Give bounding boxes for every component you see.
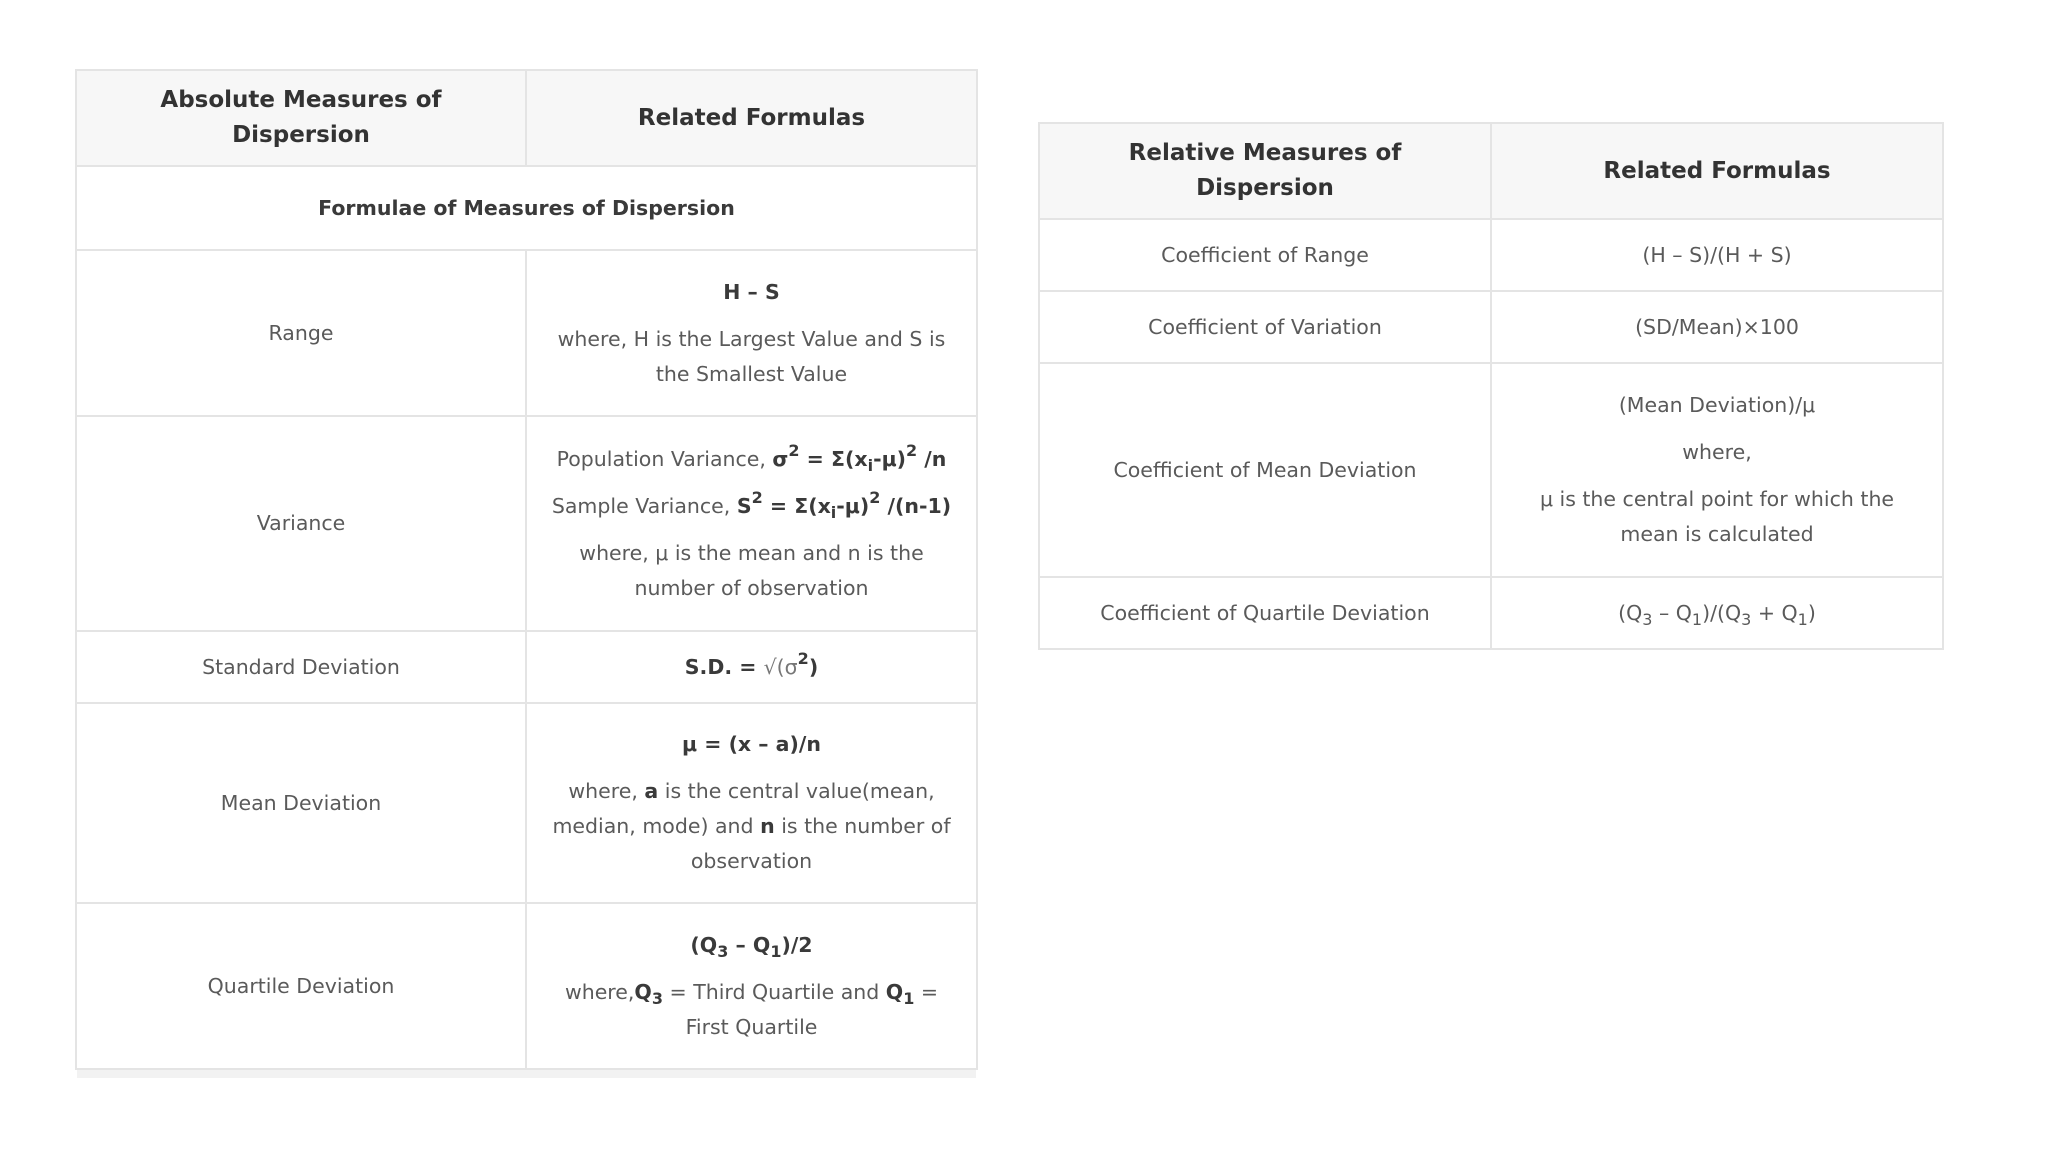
formula-text: σ (772, 446, 789, 471)
table-row (76, 250, 977, 416)
formula-text: (Q (690, 932, 718, 957)
table-caption: Formulae of Measures of Dispersion (76, 166, 977, 250)
header-row (1039, 123, 1943, 219)
column-header: Absolute Measures of Dispersion (76, 70, 526, 166)
sqrt-symbol: √(σ (763, 654, 798, 679)
formula-text: )/2 (781, 932, 813, 957)
formula-text: -μ) (873, 446, 907, 471)
relative-measures-table (1038, 122, 1944, 650)
formula-cell (526, 631, 977, 703)
superscript: 2 (906, 440, 918, 460)
note-symbol (885, 979, 915, 1008)
formula-note (545, 774, 958, 879)
subscript: i (830, 502, 837, 522)
formula-cell (1491, 577, 1943, 649)
table-row (76, 416, 977, 631)
column-header: Related Formulas (526, 70, 977, 166)
subscript: 1 (903, 988, 915, 1008)
formula-text: = Σ(x (762, 493, 831, 518)
column-header: Related Formulas (1491, 123, 1943, 219)
formula-text: (Q (1618, 600, 1643, 625)
measure-label: Variance (76, 416, 526, 631)
formula-math (772, 440, 947, 475)
formula-text: – Q (728, 932, 771, 957)
formula-text: ) (808, 654, 819, 679)
subscript: 3 (717, 941, 729, 961)
formula-note: μ is the central point for which the mean is calculated (1539, 487, 1895, 546)
formula-text: – Q (1652, 600, 1692, 625)
formula-note: where, μ is the mean and n is the number of observation (579, 540, 924, 600)
formula-cell (1491, 363, 1943, 577)
formula (545, 489, 958, 524)
table-row (76, 903, 977, 1069)
superscript: 2 (797, 648, 809, 668)
formula-text: Sample Variance, (551, 493, 737, 518)
note-text: where, (564, 979, 635, 1004)
formula-cell (526, 250, 977, 416)
formula (545, 442, 958, 477)
subscript: i (867, 455, 874, 475)
formula (545, 650, 958, 685)
table-row (76, 703, 977, 903)
subscript: 1 (770, 941, 782, 961)
formula-text: S.D. = (684, 654, 764, 679)
header-row (76, 70, 977, 166)
note-text: = Third Quartile and (663, 979, 886, 1004)
table-row (76, 166, 977, 250)
subscript: 1 (1691, 609, 1703, 629)
superscript: 2 (751, 487, 763, 507)
absolute-measures-table (75, 69, 978, 1070)
formula: μ = (x – a)/n (682, 732, 821, 756)
formula (545, 928, 958, 963)
measure-label: Coefficient of Mean Deviation (1039, 363, 1491, 577)
note-text: is the number of observation (690, 814, 951, 873)
note-text: is the central value(mean, median, mode) and (552, 779, 935, 838)
note-text: where, (568, 779, 645, 803)
formula: (Mean Deviation)/μ (1618, 393, 1816, 417)
measure-label: Mean Deviation (76, 703, 526, 903)
formula: H – S (723, 279, 780, 304)
formula-text: -μ) (836, 493, 870, 518)
note-symbol: a (644, 779, 659, 803)
subscript: 3 (651, 988, 663, 1008)
formula-cell: (SD/Mean)×100 (1491, 291, 1943, 363)
formula-text: + Q (1751, 600, 1798, 625)
formula-text: /(n-1) (880, 493, 952, 518)
measure-label: Coefficient of Variation (1039, 291, 1491, 363)
superscript: 2 (869, 487, 881, 507)
subscript: 3 (1642, 609, 1653, 629)
measure-label: Quartile Deviation (76, 903, 526, 1069)
table-row (1039, 577, 1943, 649)
formula-text: ) (1807, 600, 1816, 625)
formula-cell (526, 416, 977, 631)
formula-note: where, (1682, 440, 1752, 464)
formula-cell (526, 703, 977, 903)
formula-text: Population Variance, (556, 446, 773, 471)
note-text: = First Quartile (685, 979, 939, 1039)
measure-label: Coefficient of Quartile Deviation (1039, 577, 1491, 649)
formula-note (545, 975, 958, 1045)
measure-label: Range (76, 250, 526, 416)
table-row (1039, 219, 1943, 291)
subscript: 3 (1741, 609, 1752, 629)
formula-text: /n (917, 446, 947, 471)
measure-label: Coefficient of Range (1039, 219, 1491, 291)
superscript: 2 (788, 440, 800, 460)
subscript: 1 (1797, 609, 1808, 629)
formula-text: Q (885, 979, 904, 1004)
formula-cell (526, 903, 977, 1069)
measure-label: Standard Deviation (76, 631, 526, 703)
note-symbol (634, 979, 663, 1008)
table-row (1039, 291, 1943, 363)
table-row (1039, 363, 1943, 577)
formula-cell: (H – S)/(H + S) (1491, 219, 1943, 291)
table-row (76, 631, 977, 703)
formula-note: where, H is the Largest Value and S is the Smallest Value (557, 326, 946, 386)
note-symbol: n (760, 814, 775, 838)
formula-text: = Σ(x (799, 446, 868, 471)
formula-text: Q (634, 979, 652, 1004)
formula-text: S (736, 493, 752, 518)
formula-text: )/(Q (1702, 600, 1742, 625)
column-header: Relative Measures of Dispersion (1039, 123, 1491, 219)
formula-math (736, 487, 952, 522)
